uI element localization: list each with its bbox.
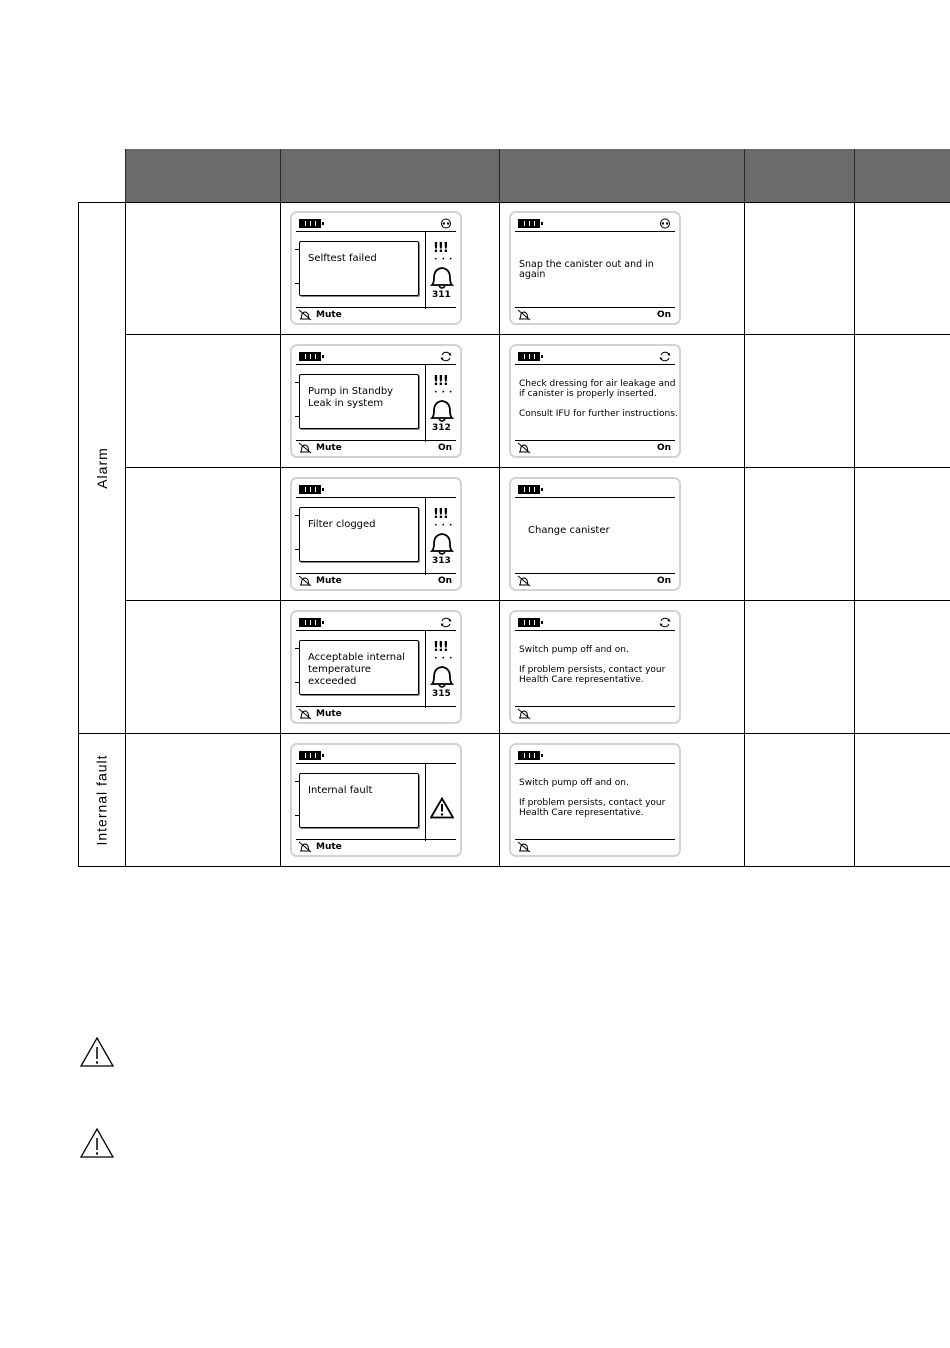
side-divider <box>425 232 426 309</box>
mute-label: Mute <box>316 709 342 719</box>
battery-icon <box>299 352 321 361</box>
help-screen <box>509 610 681 724</box>
screen-divider <box>296 307 456 308</box>
mute-bell-icon <box>298 575 312 587</box>
alarm-code: 311 <box>432 290 451 300</box>
table-border <box>125 334 950 335</box>
screen-divider <box>515 307 675 308</box>
table-border <box>125 202 126 867</box>
help-screen <box>509 344 681 458</box>
screen-divider <box>296 706 456 707</box>
alarm-exclamation: !!! <box>433 374 448 389</box>
table-border <box>125 600 950 601</box>
battery-icon <box>518 485 540 494</box>
alarm-screen <box>290 211 462 325</box>
alarm-dots: • • • <box>434 522 454 529</box>
cycle-icon <box>658 617 672 628</box>
group-label-text: Alarm <box>93 446 110 489</box>
battery-icon <box>518 219 540 228</box>
alarm-code: 315 <box>432 689 451 699</box>
screen-divider <box>515 573 675 574</box>
mute-label: Mute <box>316 576 342 586</box>
help-text: Switch pump off and on. If problem persists, contact your Health Care representative. <box>519 645 666 685</box>
table-header-cell <box>744 149 855 202</box>
alarm-dots: • • • <box>434 389 454 396</box>
table-border <box>854 202 855 867</box>
alarm-code: 312 <box>432 423 451 433</box>
alarm-bell-icon <box>429 663 455 689</box>
side-divider <box>425 631 426 708</box>
help-text: Check dressing for air leakage and if canister is properly inserted. Consult IFU for further instructions. <box>519 379 678 419</box>
screen-divider <box>296 231 456 232</box>
screen-divider <box>515 497 675 498</box>
battery-icon <box>518 751 540 760</box>
table-header-cell <box>854 149 950 202</box>
table-border <box>744 202 745 867</box>
screen-divider <box>296 573 456 574</box>
help-screen <box>509 743 681 857</box>
alarm-exclamation: !!! <box>433 507 448 522</box>
alarm-exclamation: !!! <box>433 241 448 256</box>
mute-bell-icon <box>517 442 531 454</box>
side-divider <box>425 365 426 442</box>
alarm-message: Selftest failed <box>299 241 419 296</box>
group-label-internal-fault <box>78 733 125 866</box>
on-label: On <box>437 576 452 586</box>
mute-bell-icon <box>517 575 531 587</box>
alarm-screen <box>290 743 462 857</box>
screen-divider <box>296 440 456 441</box>
alarm-message: Pump in Standby Leak in system <box>299 374 419 429</box>
help-screen <box>509 211 681 325</box>
warning-triangle-icon <box>430 797 454 819</box>
warning-icon <box>79 1036 115 1068</box>
mute-label: Mute <box>316 842 342 852</box>
battery-icon <box>518 352 540 361</box>
screen-divider <box>296 497 456 498</box>
table-border <box>499 202 500 867</box>
screen-divider <box>515 440 675 441</box>
alarm-exclamation: !!! <box>433 640 448 655</box>
battery-icon <box>299 618 321 627</box>
dots-icon <box>658 218 672 229</box>
dots-icon <box>439 218 453 229</box>
battery-icon <box>299 485 321 494</box>
screen-divider <box>515 231 675 232</box>
mute-bell-icon <box>517 309 531 321</box>
mute-label: Mute <box>316 443 342 453</box>
on-label: On <box>656 443 671 453</box>
mute-bell-icon <box>298 442 312 454</box>
alarm-dots: • • • <box>434 256 454 263</box>
alarm-message: Filter clogged <box>299 507 419 562</box>
help-text: Snap the canister out and in again <box>519 259 654 280</box>
alarm-bell-icon <box>429 397 455 423</box>
alarm-dots: • • • <box>434 655 454 662</box>
table-border <box>78 733 950 734</box>
table-border <box>125 467 950 468</box>
alarm-bell-icon <box>429 264 455 290</box>
on-label: On <box>437 443 452 453</box>
mute-bell-icon <box>517 841 531 853</box>
cycle-icon <box>439 351 453 362</box>
side-divider <box>425 498 426 575</box>
alarm-screen <box>290 344 462 458</box>
group-label-text: Internal fault <box>93 753 110 846</box>
group-label-alarm <box>78 202 125 733</box>
battery-icon <box>299 751 321 760</box>
mute-bell-icon <box>298 708 312 720</box>
screen-divider <box>515 630 675 631</box>
battery-icon <box>299 219 321 228</box>
alarm-code: 313 <box>432 556 451 566</box>
screen-divider <box>515 706 675 707</box>
mute-bell-icon <box>298 841 312 853</box>
help-text: Change canister <box>528 525 610 536</box>
screen-divider <box>296 839 456 840</box>
on-label: On <box>656 310 671 320</box>
alarm-bell-icon <box>429 530 455 556</box>
table-border <box>78 202 950 203</box>
on-label: On <box>656 576 671 586</box>
warning-icon <box>79 1127 115 1159</box>
screen-divider <box>296 364 456 365</box>
mute-bell-icon <box>517 708 531 720</box>
mute-bell-icon <box>298 309 312 321</box>
table-border <box>78 866 950 867</box>
screen-divider <box>515 839 675 840</box>
screen-divider <box>515 763 675 764</box>
screen-divider <box>515 364 675 365</box>
mute-label: Mute <box>316 310 342 320</box>
cycle-icon <box>439 617 453 628</box>
alarm-screen <box>290 477 462 591</box>
help-screen <box>509 477 681 591</box>
screen-divider <box>296 763 456 764</box>
screen-divider <box>296 630 456 631</box>
alarm-message: Internal fault <box>299 773 419 828</box>
alarm-screen <box>290 610 462 724</box>
table-header-cell <box>499 149 745 202</box>
battery-icon <box>518 618 540 627</box>
side-divider <box>425 764 426 841</box>
help-text: Switch pump off and on. If problem persists, contact your Health Care representative. <box>519 778 666 818</box>
table-header-cell <box>280 149 500 202</box>
alarm-message: Acceptable internal temperature exceeded <box>299 640 419 695</box>
table-border <box>280 202 281 867</box>
table-header-cell <box>125 149 281 202</box>
cycle-icon <box>658 351 672 362</box>
